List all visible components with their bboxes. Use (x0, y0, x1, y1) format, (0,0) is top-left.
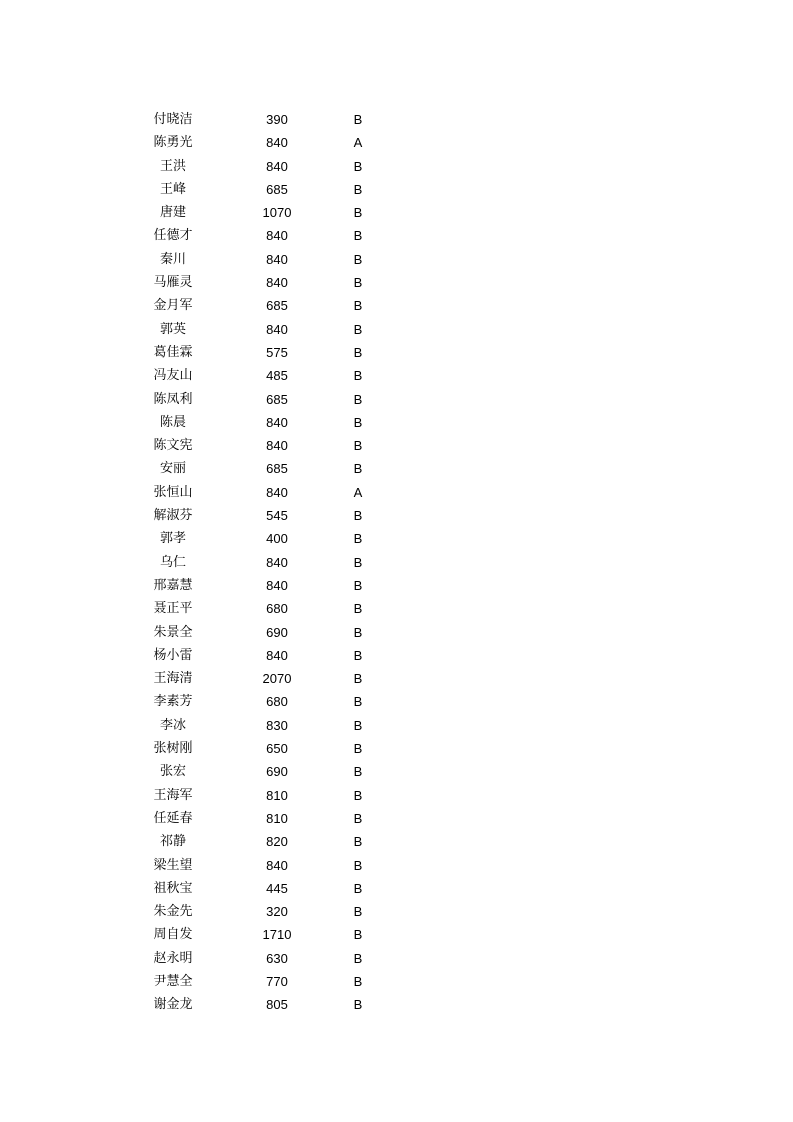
name-cell: 陈凤利 (153, 391, 193, 407)
table-row (130, 527, 400, 550)
name-cell: 金月军 (153, 298, 193, 314)
amount-cell: 650 (266, 741, 288, 757)
amount-cell: 485 (266, 368, 288, 384)
amount-cell: 685 (266, 181, 288, 197)
amount-cell: 840 (266, 228, 288, 244)
amount-cell: 320 (266, 904, 288, 920)
amount-cell: 840 (266, 438, 288, 454)
name-cell: 解淑芬 (153, 508, 193, 524)
grade-cell: B (353, 577, 363, 593)
name-cell: 张树刚 (153, 741, 193, 757)
grade-cell: B (353, 973, 363, 989)
name-cell: 陈晨 (159, 414, 186, 430)
name-cell: 王洪 (159, 158, 186, 174)
name-cell: 张宏 (159, 764, 186, 780)
grade-cell: B (353, 741, 363, 757)
table-row (130, 481, 400, 504)
amount-cell: 840 (266, 857, 288, 873)
table-row (130, 854, 400, 877)
grade-cell: B (353, 438, 363, 454)
name-cell: 梁生望 (153, 857, 193, 873)
grade-cell: B (353, 368, 363, 384)
grade-cell: B (353, 927, 363, 943)
table-row (130, 737, 400, 760)
amount-cell: 575 (266, 344, 288, 360)
grade-cell: B (353, 671, 363, 687)
amount-cell: 690 (266, 764, 288, 780)
amount-cell: 400 (266, 531, 288, 547)
grade-cell: B (353, 181, 363, 197)
name-cell: 安丽 (159, 461, 186, 477)
table-row (130, 155, 400, 178)
name-cell: 郭孝 (159, 531, 186, 547)
grade-cell: B (353, 810, 363, 826)
grade-cell: A (353, 484, 363, 500)
name-cell: 张恒山 (153, 484, 193, 500)
name-cell: 朱金先 (153, 904, 193, 920)
name-cell: 冯友山 (153, 368, 193, 384)
grade-cell: B (353, 601, 363, 617)
name-cell: 赵永明 (153, 950, 193, 966)
amount-cell: 2070 (262, 671, 292, 687)
table-row (130, 644, 400, 667)
grade-cell: B (353, 950, 363, 966)
table-row (130, 667, 400, 690)
table-row (130, 690, 400, 713)
amount-cell: 390 (266, 112, 288, 127)
name-cell: 祖秋宝 (153, 880, 193, 896)
table-row (130, 993, 400, 1016)
grade-cell: B (353, 414, 363, 430)
name-cell: 王峰 (159, 181, 186, 197)
grade-cell: B (353, 298, 363, 314)
amount-cell: 820 (266, 834, 288, 850)
grade-cell: B (353, 857, 363, 873)
name-cell: 李冰 (159, 717, 186, 733)
name-cell: 聂正平 (153, 601, 193, 617)
name-cell: 尹慧全 (153, 973, 193, 989)
name-cell: 马雁灵 (153, 275, 193, 291)
table-row (130, 178, 400, 201)
amount-cell: 445 (266, 880, 288, 896)
name-cell: 邢嘉慧 (153, 577, 193, 593)
table-row (130, 224, 400, 247)
name-cell: 郭英 (159, 321, 186, 337)
amount-cell: 810 (266, 810, 288, 826)
table-row (130, 830, 400, 853)
grade-cell: B (353, 228, 363, 244)
name-cell: 李素芳 (153, 694, 193, 710)
grade-cell: B (353, 461, 363, 477)
name-cell: 谢金龙 (153, 997, 193, 1013)
name-cell: 王海军 (153, 787, 193, 803)
amount-cell: 810 (266, 787, 288, 803)
table-row (130, 248, 400, 271)
name-cell: 杨小雷 (153, 647, 193, 663)
table-row (130, 457, 400, 480)
grade-cell: B (353, 158, 363, 174)
grade-cell: B (353, 904, 363, 920)
table-row (130, 108, 400, 131)
amount-cell: 840 (266, 251, 288, 267)
amount-cell: 840 (266, 484, 288, 500)
grade-cell: B (353, 624, 363, 640)
amount-cell: 830 (266, 717, 288, 733)
table-row (130, 294, 400, 317)
table-row (130, 784, 400, 807)
grade-cell: B (353, 694, 363, 710)
grade-cell: B (353, 508, 363, 524)
table-row (130, 621, 400, 644)
table-row (130, 551, 400, 574)
table-row (130, 131, 400, 154)
amount-cell: 840 (266, 158, 288, 174)
table-row (130, 574, 400, 597)
name-cell: 付晓洁 (153, 112, 193, 127)
grade-cell: B (353, 251, 363, 267)
table-row (130, 807, 400, 830)
name-cell: 乌仁 (159, 554, 186, 570)
name-cell: 任德才 (153, 228, 193, 244)
grade-cell: B (353, 834, 363, 850)
table-row (130, 900, 400, 923)
amount-cell: 545 (266, 508, 288, 524)
name-cell: 任延春 (153, 810, 193, 826)
table-row (130, 271, 400, 294)
amount-cell: 770 (266, 973, 288, 989)
amount-cell: 840 (266, 554, 288, 570)
name-cell: 秦川 (159, 251, 186, 267)
amount-cell: 690 (266, 624, 288, 640)
amount-cell: 1070 (262, 205, 292, 221)
table-row (130, 714, 400, 737)
table-row (130, 318, 400, 341)
amount-cell: 685 (266, 391, 288, 407)
table-row (130, 597, 400, 620)
table-row (130, 388, 400, 411)
table-row (130, 411, 400, 434)
grade-cell: B (353, 647, 363, 663)
table-row (130, 760, 400, 783)
grade-cell: B (353, 531, 363, 547)
grade-cell: B (353, 344, 363, 360)
amount-cell: 805 (266, 997, 288, 1013)
data-table (130, 108, 400, 1017)
table-row (130, 504, 400, 527)
amount-cell: 630 (266, 950, 288, 966)
amount-cell: 840 (266, 275, 288, 291)
grade-cell: B (353, 997, 363, 1013)
name-cell: 陈文宪 (153, 438, 193, 454)
grade-cell: B (353, 275, 363, 291)
name-cell: 唐建 (159, 205, 186, 221)
amount-cell: 1710 (262, 927, 292, 943)
name-cell: 陈勇光 (153, 135, 193, 151)
name-cell: 王海清 (153, 671, 193, 687)
table-row (130, 923, 400, 946)
name-cell: 葛佳霖 (153, 344, 193, 360)
name-cell: 朱景全 (153, 624, 193, 640)
amount-cell: 680 (266, 694, 288, 710)
table-row (130, 434, 400, 457)
amount-cell: 840 (266, 135, 288, 151)
name-cell: 周自发 (153, 927, 193, 943)
table-row (130, 877, 400, 900)
name-cell: 祁静 (159, 834, 186, 850)
amount-cell: 840 (266, 577, 288, 593)
table-row (130, 201, 400, 224)
table-row (130, 364, 400, 387)
amount-cell: 840 (266, 647, 288, 663)
table-row (130, 341, 400, 364)
table-row (130, 947, 400, 970)
grade-cell: B (353, 554, 363, 570)
amount-cell: 840 (266, 414, 288, 430)
grade-cell: B (353, 205, 363, 221)
grade-cell: B (353, 321, 363, 337)
amount-cell: 680 (266, 601, 288, 617)
grade-cell: B (353, 787, 363, 803)
amount-cell: 685 (266, 461, 288, 477)
grade-cell: A (353, 135, 363, 151)
grade-cell: B (353, 391, 363, 407)
grade-cell: B (353, 880, 363, 896)
amount-cell: 840 (266, 321, 288, 337)
amount-cell: 685 (266, 298, 288, 314)
grade-cell: B (353, 717, 363, 733)
table-row (130, 970, 400, 993)
grade-cell: B (353, 764, 363, 780)
grade-cell: B (353, 112, 363, 127)
